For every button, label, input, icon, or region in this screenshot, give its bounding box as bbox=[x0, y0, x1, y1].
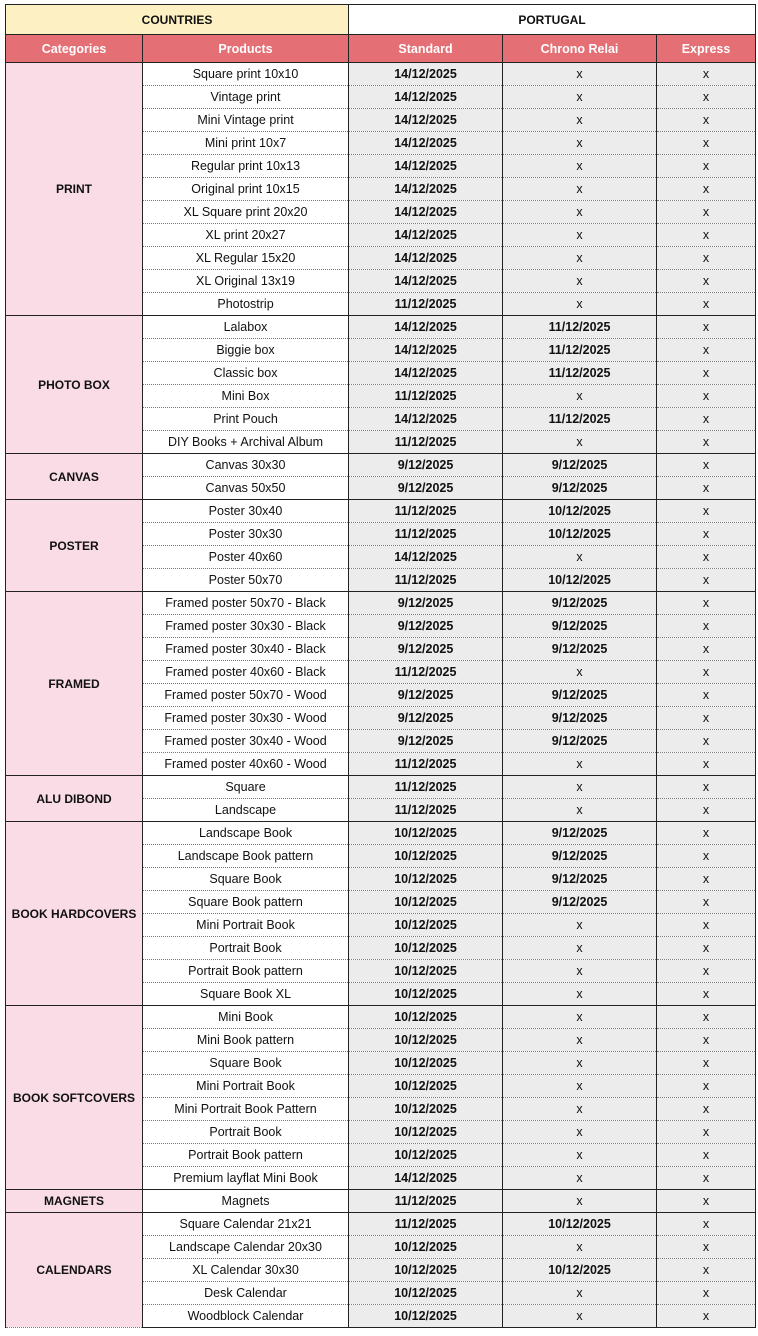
standard-date-cell: 10/12/2025 bbox=[349, 937, 503, 960]
chrono-relai-cell: x bbox=[503, 385, 657, 408]
standard-date-cell: 14/12/2025 bbox=[349, 339, 503, 362]
product-cell: Landscape bbox=[143, 799, 349, 822]
chrono-relai-cell: x bbox=[503, 1144, 657, 1167]
standard-date-cell: 11/12/2025 bbox=[349, 1190, 503, 1213]
express-cell: x bbox=[657, 914, 756, 937]
product-cell: Portrait Book pattern bbox=[143, 1144, 349, 1167]
chrono-relai-cell: 9/12/2025 bbox=[503, 845, 657, 868]
standard-date-cell: 10/12/2025 bbox=[349, 1236, 503, 1259]
chrono-relai-cell: 9/12/2025 bbox=[503, 822, 657, 845]
express-cell: x bbox=[657, 431, 756, 454]
standard-date-cell: 14/12/2025 bbox=[349, 63, 503, 86]
express-cell: x bbox=[657, 799, 756, 822]
product-cell: Poster 40x60 bbox=[143, 546, 349, 569]
chrono-relai-cell: x bbox=[503, 1098, 657, 1121]
chrono-relai-cell: 10/12/2025 bbox=[503, 1259, 657, 1282]
chrono-relai-cell: x bbox=[503, 799, 657, 822]
product-cell: Biggie box bbox=[143, 339, 349, 362]
column-header-standard: Standard bbox=[349, 35, 503, 63]
chrono-relai-cell: x bbox=[503, 178, 657, 201]
chrono-relai-cell: x bbox=[503, 1282, 657, 1305]
express-cell: x bbox=[657, 822, 756, 845]
column-header-chrono-relai: Chrono Relai bbox=[503, 35, 657, 63]
express-cell: x bbox=[657, 385, 756, 408]
table-body bbox=[6, 63, 756, 1328]
category-cell: FRAMED bbox=[6, 592, 143, 776]
product-cell: Mini Book bbox=[143, 1006, 349, 1029]
chrono-relai-cell: 9/12/2025 bbox=[503, 592, 657, 615]
chrono-relai-cell: x bbox=[503, 155, 657, 178]
category-cell: POSTER bbox=[6, 500, 143, 592]
standard-date-cell: 10/12/2025 bbox=[349, 1121, 503, 1144]
express-cell: x bbox=[657, 868, 756, 891]
standard-date-cell: 10/12/2025 bbox=[349, 1006, 503, 1029]
product-cell: Lalabox bbox=[143, 316, 349, 339]
standard-date-cell: 9/12/2025 bbox=[349, 707, 503, 730]
standard-date-cell: 14/12/2025 bbox=[349, 109, 503, 132]
standard-date-cell: 10/12/2025 bbox=[349, 1052, 503, 1075]
chrono-relai-cell: 9/12/2025 bbox=[503, 891, 657, 914]
express-cell: x bbox=[657, 1167, 756, 1190]
chrono-relai-cell: x bbox=[503, 960, 657, 983]
standard-date-cell: 10/12/2025 bbox=[349, 1075, 503, 1098]
product-cell: Canvas 50x50 bbox=[143, 477, 349, 500]
standard-date-cell: 9/12/2025 bbox=[349, 454, 503, 477]
product-cell: Mini Book pattern bbox=[143, 1029, 349, 1052]
column-header-express: Express bbox=[657, 35, 756, 63]
standard-date-cell: 10/12/2025 bbox=[349, 983, 503, 1006]
standard-date-cell: 9/12/2025 bbox=[349, 730, 503, 753]
column-header-products: Products bbox=[143, 35, 349, 63]
product-cell: Framed poster 30x30 - Wood bbox=[143, 707, 349, 730]
express-cell: x bbox=[657, 1144, 756, 1167]
chrono-relai-cell: x bbox=[503, 1029, 657, 1052]
product-cell: Canvas 30x30 bbox=[143, 454, 349, 477]
standard-date-cell: 14/12/2025 bbox=[349, 247, 503, 270]
standard-date-cell: 10/12/2025 bbox=[349, 1282, 503, 1305]
product-cell: XL Calendar 30x30 bbox=[143, 1259, 349, 1282]
product-cell: XL print 20x27 bbox=[143, 224, 349, 247]
product-cell: Square Book pattern bbox=[143, 891, 349, 914]
chrono-relai-cell: 9/12/2025 bbox=[503, 615, 657, 638]
countries-label: COUNTRIES bbox=[6, 5, 349, 35]
standard-date-cell: 11/12/2025 bbox=[349, 661, 503, 684]
product-cell: Poster 30x40 bbox=[143, 500, 349, 523]
express-cell: x bbox=[657, 201, 756, 224]
product-cell: Vintage print bbox=[143, 86, 349, 109]
chrono-relai-cell: x bbox=[503, 63, 657, 86]
express-cell: x bbox=[657, 1236, 756, 1259]
chrono-relai-cell: 10/12/2025 bbox=[503, 523, 657, 546]
standard-date-cell: 9/12/2025 bbox=[349, 684, 503, 707]
express-cell: x bbox=[657, 1121, 756, 1144]
product-cell: Square print 10x10 bbox=[143, 63, 349, 86]
chrono-relai-cell: x bbox=[503, 1190, 657, 1213]
product-cell: Magnets bbox=[143, 1190, 349, 1213]
chrono-relai-cell: x bbox=[503, 431, 657, 454]
product-cell: Portrait Book bbox=[143, 937, 349, 960]
product-cell: Woodblock Calendar bbox=[143, 1305, 349, 1328]
product-cell: Poster 50x70 bbox=[143, 569, 349, 592]
chrono-relai-cell: x bbox=[503, 132, 657, 155]
standard-date-cell: 11/12/2025 bbox=[349, 523, 503, 546]
table-row bbox=[6, 316, 756, 339]
standard-date-cell: 10/12/2025 bbox=[349, 1144, 503, 1167]
express-cell: x bbox=[657, 362, 756, 385]
chrono-relai-cell: 9/12/2025 bbox=[503, 638, 657, 661]
chrono-relai-cell: 11/12/2025 bbox=[503, 362, 657, 385]
express-cell: x bbox=[657, 707, 756, 730]
standard-date-cell: 10/12/2025 bbox=[349, 891, 503, 914]
table-row bbox=[6, 454, 756, 477]
product-cell: Square bbox=[143, 776, 349, 799]
express-cell: x bbox=[657, 960, 756, 983]
express-cell: x bbox=[657, 891, 756, 914]
standard-date-cell: 14/12/2025 bbox=[349, 546, 503, 569]
chrono-relai-cell: x bbox=[503, 914, 657, 937]
product-cell: Landscape Book pattern bbox=[143, 845, 349, 868]
product-cell: XL Regular 15x20 bbox=[143, 247, 349, 270]
express-cell: x bbox=[657, 1213, 756, 1236]
product-cell: Classic box bbox=[143, 362, 349, 385]
express-cell: x bbox=[657, 1052, 756, 1075]
standard-date-cell: 10/12/2025 bbox=[349, 1305, 503, 1328]
product-cell: Framed poster 30x40 - Wood bbox=[143, 730, 349, 753]
chrono-relai-cell: 9/12/2025 bbox=[503, 454, 657, 477]
express-cell: x bbox=[657, 477, 756, 500]
product-cell: DIY Books + Archival Album bbox=[143, 431, 349, 454]
express-cell: x bbox=[657, 684, 756, 707]
standard-date-cell: 11/12/2025 bbox=[349, 293, 503, 316]
express-cell: x bbox=[657, 247, 756, 270]
product-cell: Regular print 10x13 bbox=[143, 155, 349, 178]
product-cell: XL Original 13x19 bbox=[143, 270, 349, 293]
chrono-relai-cell: x bbox=[503, 86, 657, 109]
chrono-relai-cell: x bbox=[503, 1052, 657, 1075]
standard-date-cell: 14/12/2025 bbox=[349, 1167, 503, 1190]
express-cell: x bbox=[657, 615, 756, 638]
chrono-relai-cell: x bbox=[503, 546, 657, 569]
standard-date-cell: 9/12/2025 bbox=[349, 638, 503, 661]
express-cell: x bbox=[657, 86, 756, 109]
standard-date-cell: 9/12/2025 bbox=[349, 592, 503, 615]
express-cell: x bbox=[657, 408, 756, 431]
standard-date-cell: 10/12/2025 bbox=[349, 845, 503, 868]
product-cell: Square Book XL bbox=[143, 983, 349, 1006]
chrono-relai-cell: x bbox=[503, 1121, 657, 1144]
chrono-relai-cell: 11/12/2025 bbox=[503, 339, 657, 362]
standard-date-cell: 11/12/2025 bbox=[349, 799, 503, 822]
express-cell: x bbox=[657, 339, 756, 362]
standard-date-cell: 10/12/2025 bbox=[349, 1259, 503, 1282]
standard-date-cell: 10/12/2025 bbox=[349, 1029, 503, 1052]
product-cell: Portrait Book bbox=[143, 1121, 349, 1144]
standard-date-cell: 11/12/2025 bbox=[349, 753, 503, 776]
product-cell: Mini Portrait Book bbox=[143, 1075, 349, 1098]
standard-date-cell: 9/12/2025 bbox=[349, 477, 503, 500]
express-cell: x bbox=[657, 63, 756, 86]
express-cell: x bbox=[657, 1098, 756, 1121]
express-cell: x bbox=[657, 937, 756, 960]
express-cell: x bbox=[657, 155, 756, 178]
chrono-relai-cell: x bbox=[503, 247, 657, 270]
express-cell: x bbox=[657, 1006, 756, 1029]
category-cell: BOOK HARDCOVERS bbox=[6, 822, 143, 1006]
product-cell: Landscape Book bbox=[143, 822, 349, 845]
chrono-relai-cell: x bbox=[503, 937, 657, 960]
chrono-relai-cell: x bbox=[503, 983, 657, 1006]
category-cell: CALENDARS bbox=[6, 1213, 143, 1328]
product-cell: Mini print 10x7 bbox=[143, 132, 349, 155]
product-cell: Square Calendar 21x21 bbox=[143, 1213, 349, 1236]
product-cell: Square Book bbox=[143, 868, 349, 891]
product-cell: Framed poster 30x40 - Black bbox=[143, 638, 349, 661]
standard-date-cell: 10/12/2025 bbox=[349, 868, 503, 891]
category-cell: PHOTO BOX bbox=[6, 316, 143, 454]
express-cell: x bbox=[657, 546, 756, 569]
chrono-relai-cell: x bbox=[503, 753, 657, 776]
product-cell: Mini Vintage print bbox=[143, 109, 349, 132]
standard-date-cell: 10/12/2025 bbox=[349, 960, 503, 983]
product-cell: Photostrip bbox=[143, 293, 349, 316]
category-cell: PRINT bbox=[6, 63, 143, 316]
table-row bbox=[6, 1213, 756, 1236]
standard-date-cell: 14/12/2025 bbox=[349, 316, 503, 339]
category-cell: MAGNETS bbox=[6, 1190, 143, 1213]
express-cell: x bbox=[657, 569, 756, 592]
express-cell: x bbox=[657, 1305, 756, 1328]
express-cell: x bbox=[657, 109, 756, 132]
express-cell: x bbox=[657, 638, 756, 661]
standard-date-cell: 14/12/2025 bbox=[349, 224, 503, 247]
standard-date-cell: 11/12/2025 bbox=[349, 776, 503, 799]
chrono-relai-cell: 10/12/2025 bbox=[503, 1213, 657, 1236]
chrono-relai-cell: 9/12/2025 bbox=[503, 684, 657, 707]
product-cell: Framed poster 40x60 - Black bbox=[143, 661, 349, 684]
express-cell: x bbox=[657, 454, 756, 477]
product-cell: Landscape Calendar 20x30 bbox=[143, 1236, 349, 1259]
standard-date-cell: 14/12/2025 bbox=[349, 178, 503, 201]
chrono-relai-cell: 10/12/2025 bbox=[503, 500, 657, 523]
product-cell: Framed poster 50x70 - Wood bbox=[143, 684, 349, 707]
standard-date-cell: 10/12/2025 bbox=[349, 1098, 503, 1121]
chrono-relai-cell: 9/12/2025 bbox=[503, 707, 657, 730]
chrono-relai-cell: x bbox=[503, 661, 657, 684]
chrono-relai-cell: 9/12/2025 bbox=[503, 868, 657, 891]
table-row bbox=[6, 592, 756, 615]
chrono-relai-cell: x bbox=[503, 201, 657, 224]
express-cell: x bbox=[657, 293, 756, 316]
chrono-relai-cell: x bbox=[503, 776, 657, 799]
express-cell: x bbox=[657, 983, 756, 1006]
country-header-row bbox=[6, 5, 756, 35]
chrono-relai-cell: x bbox=[503, 109, 657, 132]
product-cell: Premium layflat Mini Book bbox=[143, 1167, 349, 1190]
chrono-relai-cell: x bbox=[503, 1167, 657, 1190]
express-cell: x bbox=[657, 661, 756, 684]
standard-date-cell: 14/12/2025 bbox=[349, 408, 503, 431]
product-cell: Portrait Book pattern bbox=[143, 960, 349, 983]
express-cell: x bbox=[657, 316, 756, 339]
table-row bbox=[6, 63, 756, 86]
chrono-relai-cell: x bbox=[503, 224, 657, 247]
chrono-relai-cell: x bbox=[503, 1236, 657, 1259]
standard-date-cell: 11/12/2025 bbox=[349, 431, 503, 454]
table-row bbox=[6, 776, 756, 799]
standard-date-cell: 10/12/2025 bbox=[349, 914, 503, 937]
product-cell: Original print 10x15 bbox=[143, 178, 349, 201]
product-cell: Print Pouch bbox=[143, 408, 349, 431]
express-cell: x bbox=[657, 776, 756, 799]
express-cell: x bbox=[657, 224, 756, 247]
express-cell: x bbox=[657, 1282, 756, 1305]
category-cell: ALU DIBOND bbox=[6, 776, 143, 822]
product-cell: Framed poster 50x70 - Black bbox=[143, 592, 349, 615]
category-cell: BOOK SOFTCOVERS bbox=[6, 1006, 143, 1190]
product-cell: XL Square print 20x20 bbox=[143, 201, 349, 224]
standard-date-cell: 14/12/2025 bbox=[349, 270, 503, 293]
express-cell: x bbox=[657, 753, 756, 776]
chrono-relai-cell: x bbox=[503, 293, 657, 316]
chrono-relai-cell: 11/12/2025 bbox=[503, 408, 657, 431]
product-cell: Mini Box bbox=[143, 385, 349, 408]
column-header-row bbox=[6, 35, 756, 63]
chrono-relai-cell: 9/12/2025 bbox=[503, 730, 657, 753]
standard-date-cell: 14/12/2025 bbox=[349, 201, 503, 224]
chrono-relai-cell: x bbox=[503, 1305, 657, 1328]
express-cell: x bbox=[657, 270, 756, 293]
delivery-table bbox=[5, 4, 756, 1328]
express-cell: x bbox=[657, 845, 756, 868]
express-cell: x bbox=[657, 1029, 756, 1052]
standard-date-cell: 14/12/2025 bbox=[349, 132, 503, 155]
product-cell: Square Book bbox=[143, 1052, 349, 1075]
standard-date-cell: 10/12/2025 bbox=[349, 822, 503, 845]
chrono-relai-cell: x bbox=[503, 1006, 657, 1029]
standard-date-cell: 11/12/2025 bbox=[349, 385, 503, 408]
express-cell: x bbox=[657, 500, 756, 523]
table-row bbox=[6, 1190, 756, 1213]
table-row bbox=[6, 1006, 756, 1029]
chrono-relai-cell: 11/12/2025 bbox=[503, 316, 657, 339]
product-cell: Mini Portrait Book bbox=[143, 914, 349, 937]
express-cell: x bbox=[657, 592, 756, 615]
category-cell: CANVAS bbox=[6, 454, 143, 500]
chrono-relai-cell: x bbox=[503, 1075, 657, 1098]
standard-date-cell: 11/12/2025 bbox=[349, 500, 503, 523]
standard-date-cell: 14/12/2025 bbox=[349, 86, 503, 109]
product-cell: Framed poster 40x60 - Wood bbox=[143, 753, 349, 776]
express-cell: x bbox=[657, 1259, 756, 1282]
standard-date-cell: 14/12/2025 bbox=[349, 362, 503, 385]
product-cell: Desk Calendar bbox=[143, 1282, 349, 1305]
product-cell: Mini Portrait Book Pattern bbox=[143, 1098, 349, 1121]
express-cell: x bbox=[657, 178, 756, 201]
express-cell: x bbox=[657, 523, 756, 546]
chrono-relai-cell: 10/12/2025 bbox=[503, 569, 657, 592]
table-row bbox=[6, 500, 756, 523]
express-cell: x bbox=[657, 1190, 756, 1213]
product-cell: Framed poster 30x30 - Black bbox=[143, 615, 349, 638]
product-cell: Poster 30x30 bbox=[143, 523, 349, 546]
express-cell: x bbox=[657, 132, 756, 155]
standard-date-cell: 11/12/2025 bbox=[349, 569, 503, 592]
express-cell: x bbox=[657, 1075, 756, 1098]
standard-date-cell: 9/12/2025 bbox=[349, 615, 503, 638]
chrono-relai-cell: 9/12/2025 bbox=[503, 477, 657, 500]
country-name: PORTUGAL bbox=[349, 5, 756, 35]
standard-date-cell: 11/12/2025 bbox=[349, 1213, 503, 1236]
express-cell: x bbox=[657, 730, 756, 753]
table-row bbox=[6, 822, 756, 845]
standard-date-cell: 14/12/2025 bbox=[349, 155, 503, 178]
column-header-categories: Categories bbox=[6, 35, 143, 63]
chrono-relai-cell: x bbox=[503, 270, 657, 293]
